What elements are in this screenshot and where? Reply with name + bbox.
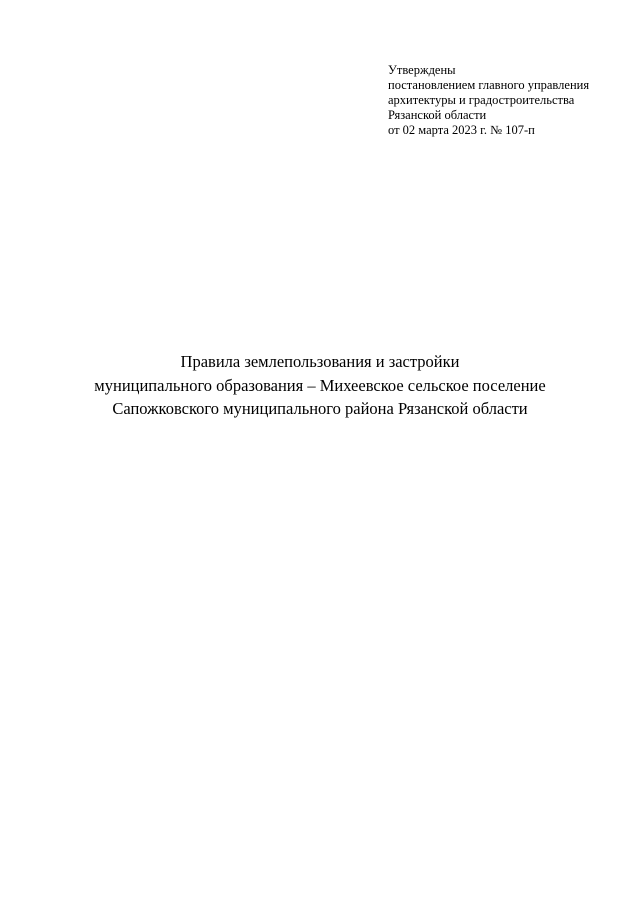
approval-stamp-block (388, 63, 633, 138)
approval-date-number-line: от 02 марта 2023 г. № 107-п (388, 123, 535, 137)
title-line-2: муниципального образования – Михеевское сельское поселение (94, 375, 546, 395)
title-line-1: Правила землепользования и застройки (180, 352, 460, 371)
approval-heading: Утверждены (388, 63, 456, 77)
document-title (0, 350, 640, 421)
approval-authority-line: постановлением главного управления (388, 78, 590, 92)
title-line-3: Сапожковского муниципального района Рязанской области (112, 399, 528, 418)
approval-region-line: Рязанской области (388, 108, 487, 122)
approval-department-line: архитектуры и градостроительства (388, 93, 575, 107)
